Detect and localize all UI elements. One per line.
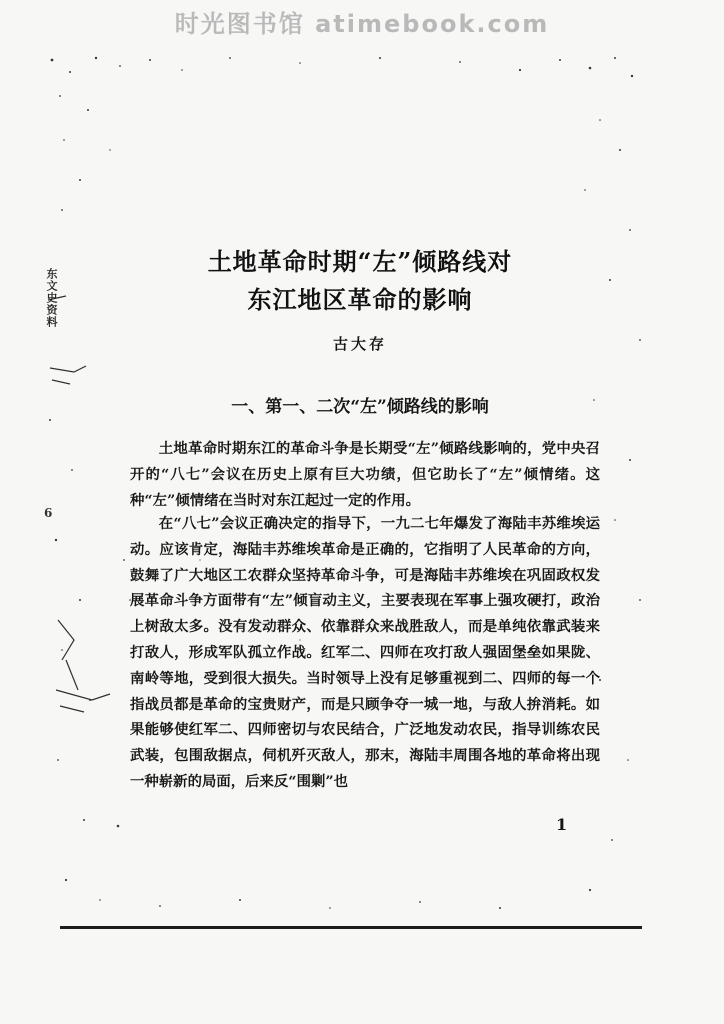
site-watermark: 时光图书馆 atimebook.com [174, 10, 550, 38]
bottom-rule [60, 926, 642, 929]
article-title-line-1: 土地革命时期“左”倾路线对 [207, 247, 513, 276]
page-number: 1 [556, 815, 568, 834]
section-heading: 一、第一、二次“左”倾路线的影响 [231, 397, 489, 417]
body-paragraph: 土地革命时期东江的革命斗争是长期受“左”倾路线影响的，党中央召开的“八七”会议在历史上原有巨大功绩，但它助长了“左”倾情绪。这种“左”倾情绪在当时对东江起过一定的作用。 [130, 440, 600, 509]
margin-mark: 6 [44, 506, 53, 520]
margin-label: 东文史资料 [45, 268, 58, 328]
author-name: 古大存 [332, 335, 387, 353]
body-paragraph: 在“八七”会议正确决定的指导下，一九二七年爆发了海陆丰苏维埃运动。应该肯定，海陆丰苏维埃革命是正确的，它指明了人民革命的方向，鼓舞了广大地区工农群众坚持革命斗争，可是海陆丰苏维埃在巩固政权发展革命斗争方面带有“左”倾盲动主义，主要表现在军事上强攻硬打，政治上树敌太多。没有发动群众、依靠群众来战胜敌人，而是单纯依靠武装来打敌人，形成军队孤立作战。红军二、四师在攻打敌人强固堡垒如果陇、南岭等地，受到很大损失。当时领导上没有足够重视到二、四师的每一个指战员都是革命的宝贵财产，而是只顾争夺一城一地，与敌人拚消耗。如果能够使红军二、四师密切与农民结合，广泛地发动农民，指导训练农民武装，包围敌据点，伺机歼灭敌人，那末，海陆丰周围各地的革命将出现一种崭新的局面，后来反“围剿”也 [130, 515, 600, 790]
article-title-line-2: 东江地区革命的影响 [247, 285, 473, 314]
